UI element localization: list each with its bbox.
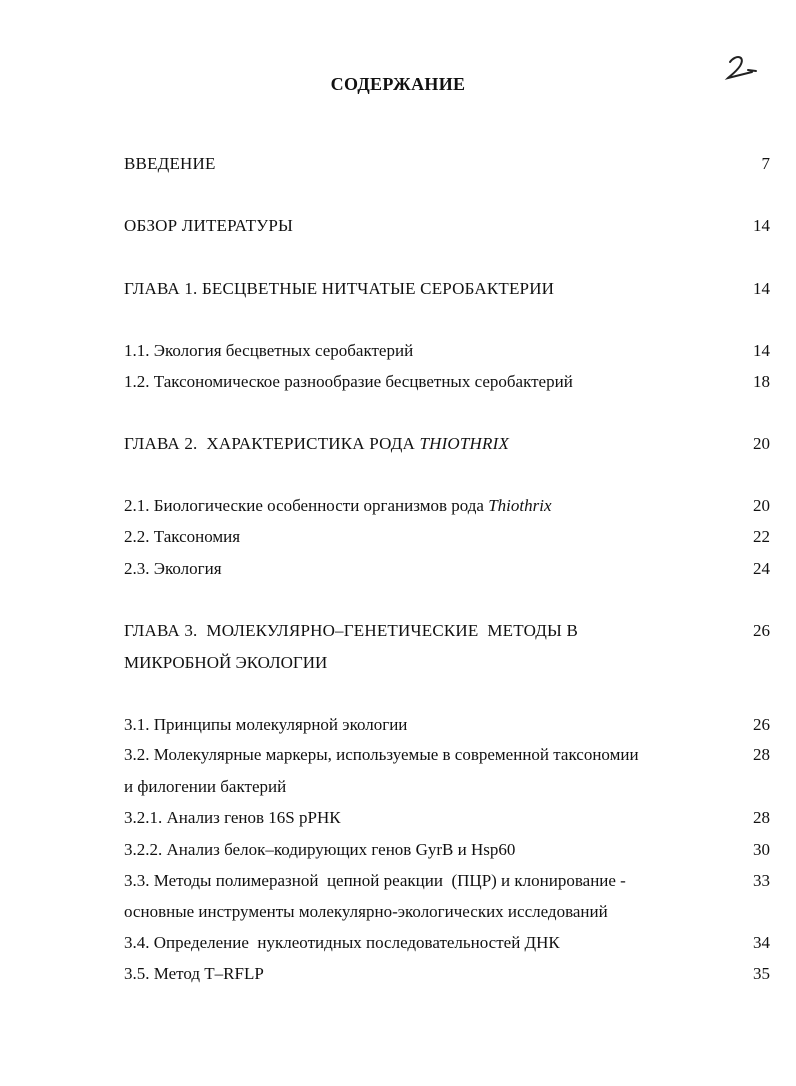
toc-entry-label-text: ГЛАВА 2. ХАРАКТЕРИСТИКА РОДА bbox=[124, 434, 420, 453]
toc-entry-label: ГЛАВА 1. БЕСЦВЕТНЫЕ НИТЧАТЫЕ СЕРОБАКТЕРИИ bbox=[124, 279, 555, 298]
toc-entry-page: 20 bbox=[753, 434, 770, 453]
toc-entry-page: 34 bbox=[753, 933, 770, 952]
toc-entry-label: 3.5. Метод T–RFLP bbox=[124, 964, 264, 983]
page-title: СОДЕРЖАНИЕ bbox=[330, 74, 466, 94]
toc-entry-label bbox=[124, 434, 509, 454]
toc-entry-label: 3.2.2. Анализ белок–кодирующих генов GyrB и Hsp60 bbox=[124, 840, 516, 859]
toc-entry-page: 26 bbox=[753, 621, 770, 640]
toc-entry-label: 3.2. Молекулярные маркеры, используемые в современной таксономии bbox=[124, 745, 639, 764]
toc-entry-label-italic: THIOTHRIX bbox=[419, 434, 510, 453]
toc-entry-page: 33 bbox=[753, 871, 770, 890]
toc-entry-label: 3.4. Определение нуклеотидных последовательностей ДНК bbox=[124, 933, 560, 952]
toc-entry-page: 18 bbox=[753, 372, 770, 391]
toc-entry-page: 24 bbox=[753, 559, 770, 578]
toc-entry-label: 2.2. Таксономия bbox=[124, 527, 241, 546]
toc-entry-page: 28 bbox=[753, 808, 770, 827]
toc-entry-label: ГЛАВА 3. МОЛЕКУЛЯРНО–ГЕНЕТИЧЕСКИЕ МЕТОДЫ В bbox=[124, 621, 579, 640]
toc-entry-page: 35 bbox=[753, 964, 770, 983]
toc-entry-label: ВВЕДЕНИЕ bbox=[124, 154, 216, 173]
toc-entry-page: 30 bbox=[753, 840, 770, 859]
toc-entry-label: 1.2. Таксономическое разнообразие бесцветных серобактерий bbox=[124, 372, 573, 391]
toc-entry-page: 14 bbox=[753, 279, 770, 298]
toc-entry-label bbox=[124, 496, 552, 516]
toc-entry-label: 3.3. Методы полимеразной цепной реакции (ПЦР) и клонирование - bbox=[124, 871, 626, 890]
toc-entry-page: 28 bbox=[753, 745, 770, 764]
toc-entry-page: 22 bbox=[753, 527, 770, 546]
toc-entry-page: 26 bbox=[753, 715, 770, 734]
toc-entry-label: ОБЗОР ЛИТЕРАТУРЫ bbox=[124, 216, 294, 235]
toc-entry-label: 3.2.1. Анализ генов 16S рРНК bbox=[124, 808, 341, 827]
toc-entry-page: 20 bbox=[753, 496, 770, 515]
toc-entry-label: 2.3. Экология bbox=[124, 559, 222, 578]
toc-entry-page: 7 bbox=[761, 154, 770, 173]
toc-entry-page: 14 bbox=[753, 341, 770, 360]
toc-entry-label-italic: Thiothrix bbox=[488, 496, 552, 515]
toc-entry-label-continuation: МИКРОБНОЙ ЭКОЛОГИИ bbox=[124, 653, 328, 672]
toc-entry-label: 3.1. Принципы молекулярной экологии bbox=[124, 715, 408, 734]
toc-entry-label-text: 2.1. Биологические особенности организмов рода bbox=[124, 496, 489, 515]
toc-entry-page: 14 bbox=[753, 216, 770, 235]
toc-entry-label: 1.1. Экология бесцветных серобактерий bbox=[124, 341, 414, 360]
toc-entry-label-continuation: основные инструменты молекулярно-экологических исследований bbox=[124, 902, 608, 921]
toc-entry-label-continuation: и филогении бактерий bbox=[124, 777, 287, 796]
